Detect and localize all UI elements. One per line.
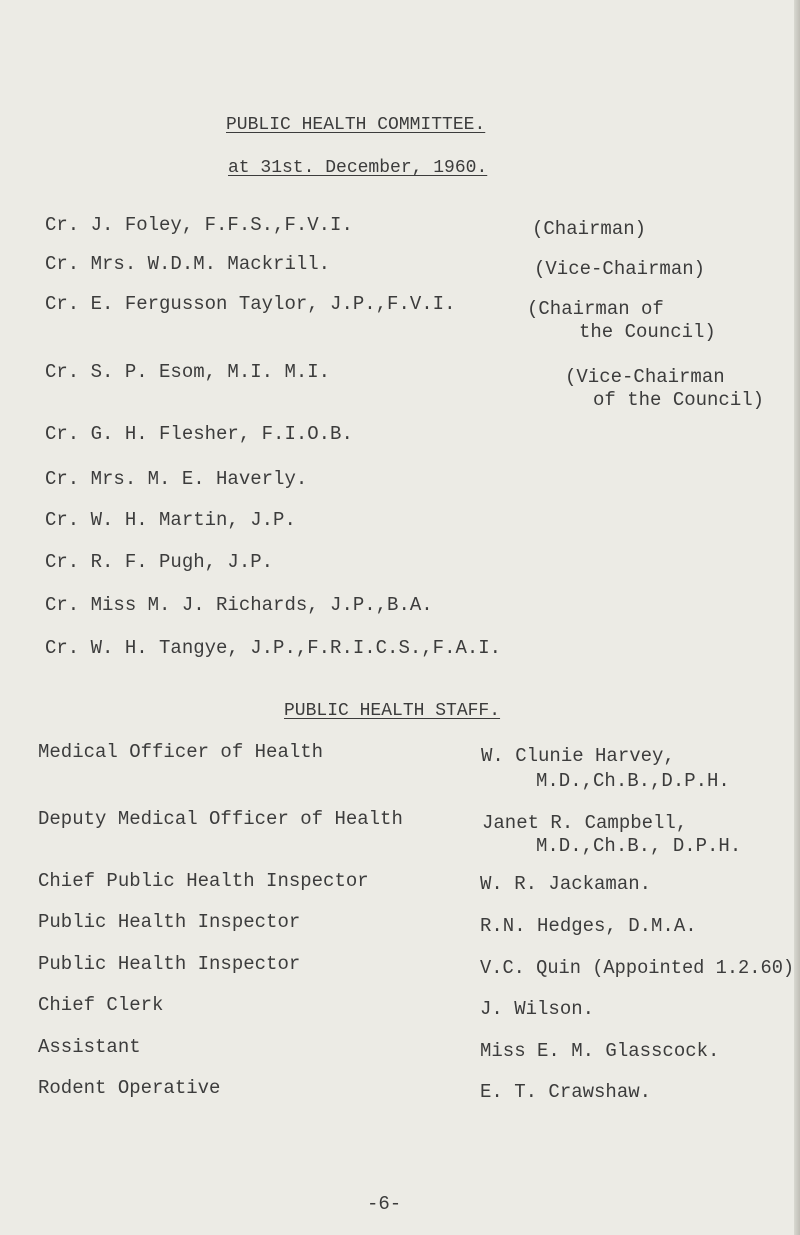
- staff-position: Deputy Medical Officer of Health: [38, 808, 403, 830]
- staff-position: Public Health Inspector: [38, 911, 301, 933]
- member-role-continued: of the Council): [593, 389, 765, 411]
- member-role: (Vice-Chairman): [534, 258, 706, 280]
- member-name: Cr. G. H. Flesher, F.I.O.B.: [45, 423, 353, 445]
- staff-position: Rodent Operative: [38, 1077, 221, 1099]
- staff-person: E. T. Crawshaw.: [480, 1081, 652, 1103]
- member-role: (Chairman): [532, 218, 647, 240]
- page-number: -6-: [367, 1193, 402, 1215]
- staff-person: J. Wilson.: [480, 998, 595, 1020]
- member-name: Cr. Miss M. J. Richards, J.P.,B.A.: [45, 594, 433, 616]
- staff-position: Chief Clerk: [38, 994, 164, 1016]
- staff-position: Medical Officer of Health: [38, 741, 324, 763]
- member-name: Cr. W. H. Tangye, J.P.,F.R.I.C.S.,F.A.I.: [45, 637, 502, 659]
- staff-person: W. Clunie Harvey,: [481, 745, 675, 767]
- staff-person: Janet R. Campbell,: [482, 812, 688, 834]
- member-name: Cr. Mrs. M. E. Haverly.: [45, 468, 308, 490]
- member-role: (Vice-Chairman: [565, 366, 725, 388]
- staff-position: Chief Public Health Inspector: [38, 870, 369, 892]
- staff-person: Miss E. M. Glasscock.: [480, 1040, 720, 1062]
- staff-person: R.N. Hedges, D.M.A.: [480, 915, 697, 937]
- staff-position: Assistant: [38, 1036, 141, 1058]
- member-role: (Chairman of: [527, 298, 664, 320]
- member-name: Cr. S. P. Esom, M.I. M.I.: [45, 361, 331, 383]
- committee-date: at 31st. December, 1960.: [228, 158, 488, 178]
- staff-title: PUBLIC HEALTH STAFF.: [284, 701, 501, 721]
- staff-person: V.C. Quin (Appointed 1.2.60): [480, 957, 795, 979]
- committee-title: PUBLIC HEALTH COMMITTEE.: [226, 115, 486, 135]
- staff-person: W. R. Jackaman.: [480, 873, 652, 895]
- page-edge: [794, 0, 800, 1235]
- member-name: Cr. W. H. Martin, J.P.: [45, 509, 296, 531]
- member-name: Cr. R. F. Pugh, J.P.: [45, 551, 274, 573]
- member-name: Cr. J. Foley, F.F.S.,F.V.I.: [45, 214, 353, 236]
- member-role-continued: the Council): [579, 321, 716, 343]
- member-name: Cr. Mrs. W.D.M. Mackrill.: [45, 253, 331, 275]
- staff-person-qualifications: M.D.,Ch.B., D.P.H.: [536, 835, 742, 857]
- member-name: Cr. E. Fergusson Taylor, J.P.,F.V.I.: [45, 293, 456, 315]
- staff-person-qualifications: M.D.,Ch.B.,D.P.H.: [536, 770, 730, 792]
- staff-position: Public Health Inspector: [38, 953, 301, 975]
